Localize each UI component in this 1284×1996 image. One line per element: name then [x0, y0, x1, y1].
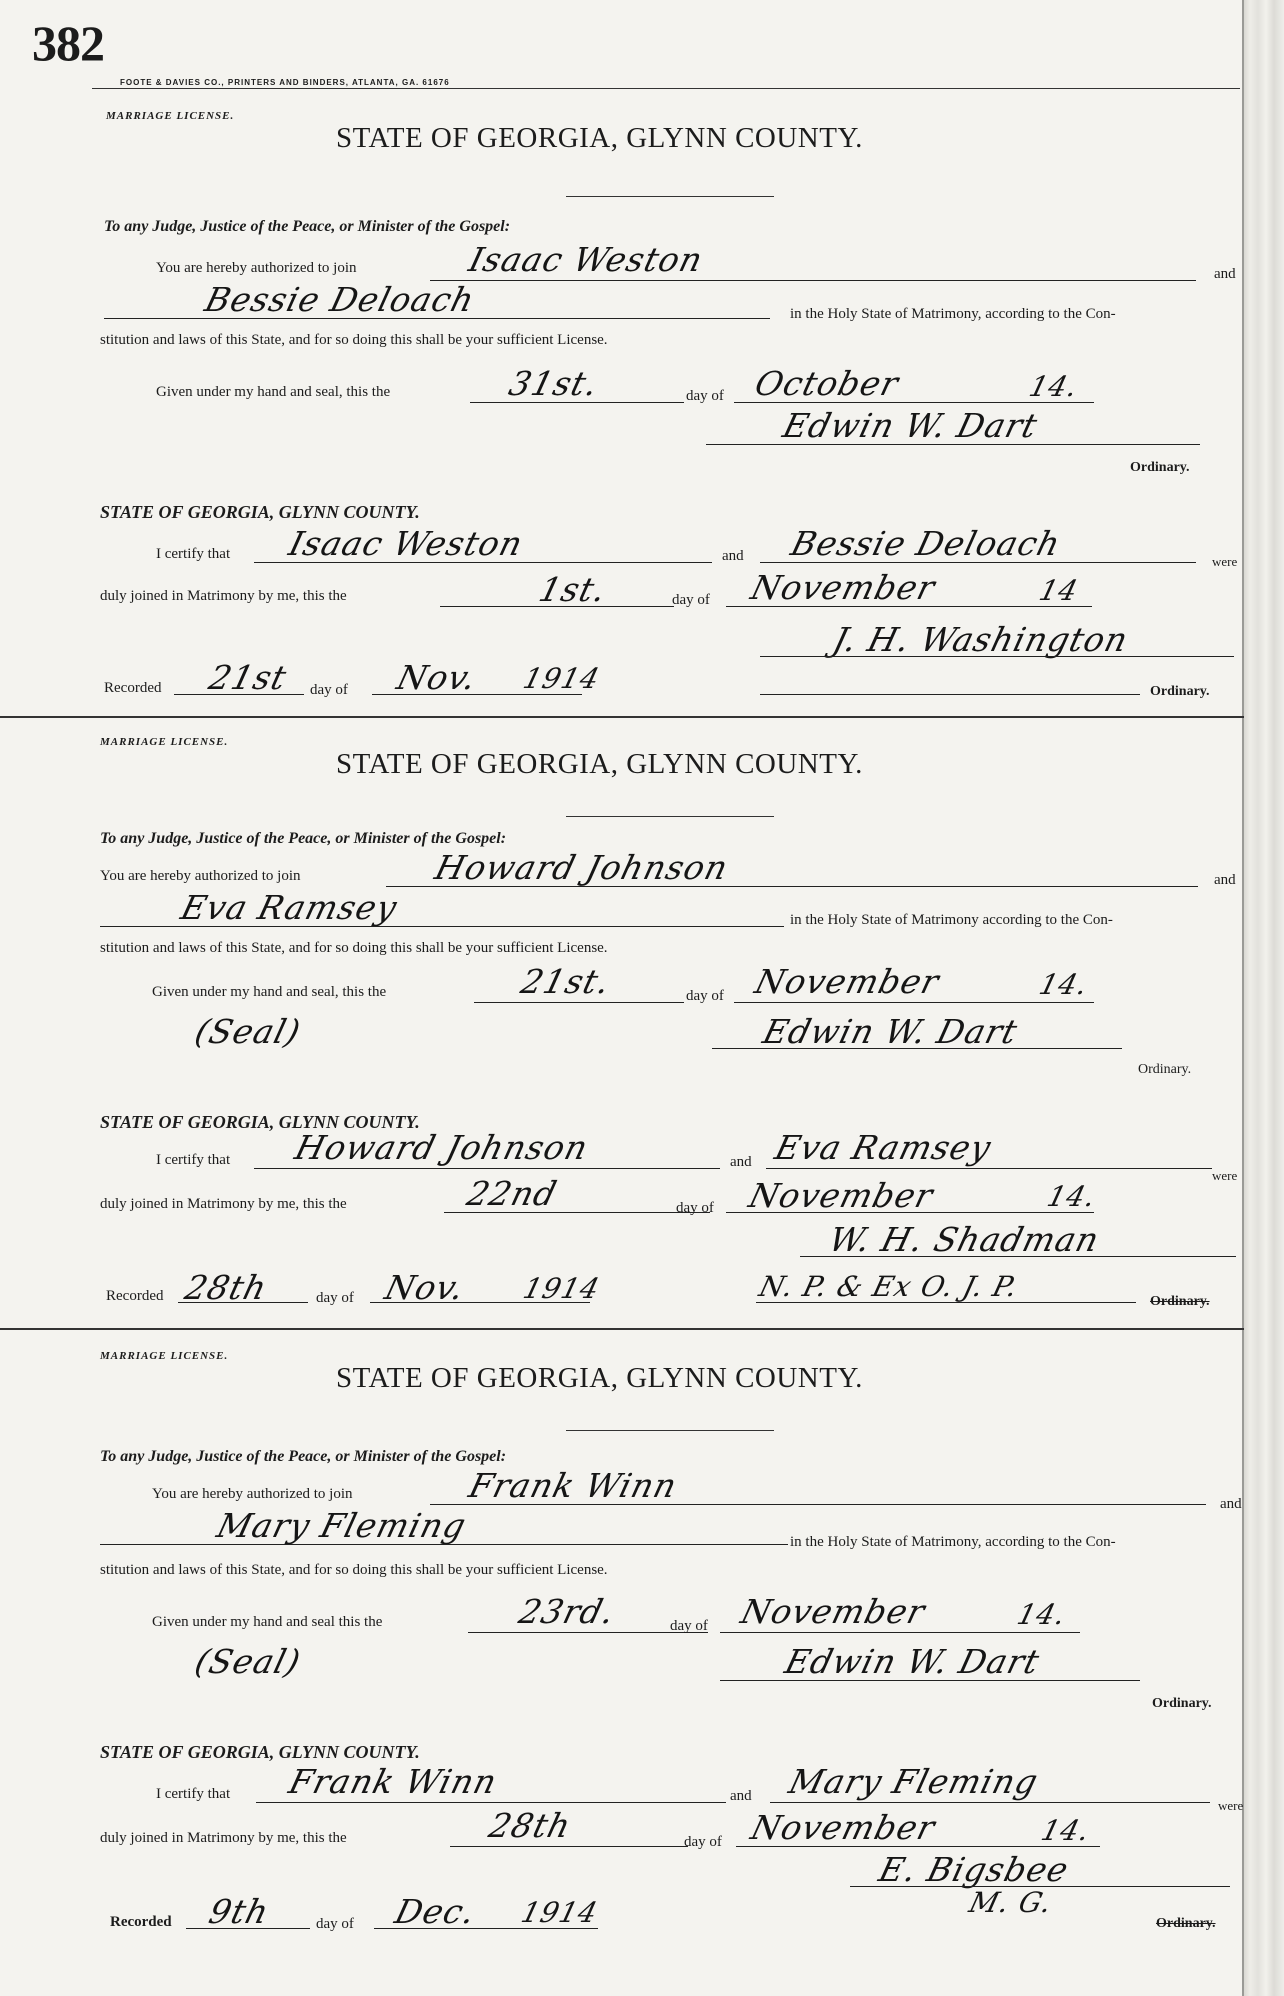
groom-name: Frank Winn [465, 1466, 682, 1505]
recorded-day-of-text: day of [316, 1916, 354, 1932]
holy-state-text: in the Holy State of Matrimony, according to the Con- [790, 306, 1116, 322]
were-text: were [1212, 554, 1238, 569]
holy-state-text: in the Holy State of Matrimony, according to the Con- [790, 1534, 1116, 1550]
authorized-text: You are hereby authorized to join [152, 1486, 353, 1502]
recorded-month: Nov. [381, 1268, 469, 1307]
cert-bride-line [760, 562, 1196, 563]
officiant-signature: E. Bigsbee [875, 1850, 1073, 1889]
authorized-text: You are hereby authorized to join [100, 868, 301, 884]
recorded-day-of-text: day of [316, 1290, 354, 1306]
recorded-month: Nov. [393, 658, 481, 697]
month-line [734, 402, 1094, 403]
recorded-day: 21st [205, 658, 292, 697]
cert-groom: Howard Johnson [291, 1128, 593, 1167]
license-year: 14. [1013, 1598, 1070, 1631]
license-day: 31st. [505, 364, 603, 403]
license-month: October [751, 364, 903, 403]
cert-groom: Isaac Weston [285, 524, 528, 563]
recorded-year: 1914 [519, 662, 604, 695]
cert-day-of-text: day of [672, 592, 710, 608]
seal-mark: (Seal) [191, 1642, 305, 1681]
and-text: and [1214, 266, 1236, 282]
cert-month: November [745, 1176, 938, 1215]
cert-month: November [747, 568, 940, 607]
cert-and-text: and [730, 1788, 752, 1804]
cert-bride-line [766, 1168, 1212, 1169]
certify-text: I certify that [156, 546, 231, 562]
cert-bride: Bessie Deloach [787, 524, 1065, 563]
marriage-record [0, 100, 1244, 700]
officiant-signature: W. H. Shadman [825, 1220, 1104, 1259]
given-text: Given under my hand and seal this the [152, 1614, 383, 1630]
groom-line [430, 1504, 1206, 1505]
officiant-signature: J. H. Washington [829, 620, 1133, 659]
recorded-month: Dec. [391, 1892, 480, 1931]
officiant-line [800, 1256, 1236, 1257]
page-binding-edge [1242, 0, 1284, 1996]
day-of-text: day of [686, 388, 724, 404]
recorded-label: Recorded [106, 1288, 164, 1304]
address-line: To any Judge, Justice of the Peace, or Minister of the Gospel: [104, 218, 511, 235]
recorded-label: Recorded [110, 1914, 172, 1930]
certificate-heading: STATE OF GEORGIA, GLYNN COUNTY. [100, 1112, 420, 1132]
cert-and-text: and [730, 1154, 752, 1170]
given-text: Given under my hand and seal, this the [152, 984, 387, 1000]
joined-text: duly joined in Matrimony by me, this the [100, 1196, 347, 1212]
ordinary-label: Ordinary. [1152, 1696, 1212, 1711]
seal-mark: (Seal) [191, 1012, 305, 1051]
cert-month: November [747, 1808, 940, 1847]
joined-text: duly joined in Matrimony by me, this the [100, 1830, 347, 1846]
cert-bride: Mary Fleming [785, 1762, 1043, 1801]
license-month: November [751, 962, 944, 1001]
day-of-text: day of [686, 988, 724, 1004]
joined-text: duly joined in Matrimony by me, this the [100, 588, 347, 604]
state-title: STATE OF GEORGIA, GLYNN COUNTY. [336, 122, 863, 154]
day-of-text: day of [670, 1618, 708, 1634]
constitution-text: stitution and laws of this State, and for so doing this shall be your sufficient License. [100, 940, 608, 956]
top-rule [92, 88, 1240, 89]
cert-year: 14. [1043, 1180, 1100, 1213]
license-month: November [737, 1592, 930, 1631]
bride-name: Bessie Deloach [201, 280, 479, 319]
record-separator [0, 1328, 1244, 1330]
recorded-label: Recorded [104, 680, 162, 696]
cert-day: 1st. [535, 570, 611, 609]
license-day: 23rd. [515, 1592, 620, 1631]
recorded-day-of-text: day of [310, 682, 348, 698]
recorded-year: 1914 [517, 1896, 602, 1929]
cert-year: 14 [1035, 574, 1082, 607]
month-line [720, 1632, 1080, 1633]
recorded-day-line [178, 1302, 308, 1303]
day-line [470, 402, 684, 403]
license-label: MARRIAGE LICENSE. [100, 736, 229, 748]
license-year: 14. [1035, 968, 1092, 1001]
title-rule [566, 196, 774, 197]
cert-groom-line [256, 1802, 726, 1803]
recorded-month-line [372, 694, 582, 695]
certify-text: I certify that [156, 1152, 231, 1168]
cert-groom-line [254, 562, 712, 563]
cert-month-line [726, 606, 1092, 607]
cert-and-text: and [722, 548, 744, 564]
month-line [734, 1002, 1094, 1003]
constitution-text: stitution and laws of this State, and for so doing this shall be your sufficient License. [100, 1562, 608, 1578]
signature-line [706, 444, 1200, 445]
license-label: MARRIAGE LICENSE. [100, 1350, 229, 1362]
signature-line [720, 1680, 1140, 1681]
recorded-year: 1914 [519, 1272, 604, 1305]
authorized-text: You are hereby authorized to join [156, 260, 357, 276]
recorded-day: 28th [181, 1268, 272, 1307]
cert-ordinary-label: Ordinary. [1150, 684, 1210, 699]
cert-day: 28th [485, 1806, 576, 1845]
given-text: Given under my hand and seal, this the [156, 384, 391, 400]
recorded-day: 9th [205, 1892, 274, 1931]
record-separator [0, 716, 1244, 718]
recorded-month-line [370, 1302, 590, 1303]
groom-name: Howard Johnson [431, 848, 733, 887]
state-title: STATE OF GEORGIA, GLYNN COUNTY. [336, 1362, 863, 1394]
groom-line [430, 280, 1196, 281]
cert-bride-line [770, 1802, 1210, 1803]
license-year: 14. [1025, 370, 1082, 403]
address-line: To any Judge, Justice of the Peace, or Minister of the Gospel: [100, 830, 507, 847]
officiant-title: N. P. & Ex O. J. P. [755, 1270, 1022, 1303]
printer-imprint: FOOTE & DAVIES CO., PRINTERS AND BINDERS, ATLANTA, GA. 61676 [120, 78, 450, 87]
state-title: STATE OF GEORGIA, GLYNN COUNTY. [336, 748, 863, 780]
title-rule [566, 1430, 774, 1431]
and-text: and [1220, 1496, 1242, 1512]
ordinary-signature: Edwin W. Dart [759, 1012, 1022, 1051]
cert-day-line [444, 1212, 710, 1213]
bride-line [104, 318, 770, 319]
marriage-record [0, 722, 1244, 1322]
certify-text: I certify that [156, 1786, 231, 1802]
day-line [474, 1002, 684, 1003]
cert-day-line [450, 1846, 688, 1847]
bride-line [100, 1544, 788, 1545]
recorded-month-line [374, 1928, 598, 1929]
title-rule [566, 816, 774, 817]
officiant-title-line [760, 694, 1140, 695]
certificate-heading: STATE OF GEORGIA, GLYNN COUNTY. [100, 502, 420, 522]
cert-month-line [726, 1212, 1094, 1213]
ordinary-label: Ordinary. [1130, 460, 1190, 475]
recorded-day-line [174, 694, 304, 695]
certificate-heading: STATE OF GEORGIA, GLYNN COUNTY. [100, 1742, 420, 1762]
page-number: 382 [32, 15, 104, 71]
groom-name: Isaac Weston [465, 240, 708, 279]
groom-line [386, 886, 1198, 887]
cert-month-line [736, 1846, 1100, 1847]
signature-line [712, 1048, 1122, 1049]
ordinary-signature: Edwin W. Dart [779, 406, 1042, 445]
cert-bride: Eva Ramsey [771, 1128, 996, 1167]
were-text: were [1212, 1168, 1238, 1183]
bride-name: Eva Ramsey [177, 888, 402, 927]
cert-ordinary-label: Ordinary. [1150, 1294, 1210, 1309]
cert-groom: Frank Winn [285, 1762, 502, 1801]
cert-day-line [440, 606, 674, 607]
cert-day: 22nd [463, 1174, 562, 1213]
cert-groom-line [254, 1168, 720, 1169]
license-label: MARRIAGE LICENSE. [106, 110, 235, 122]
marriage-record [0, 1336, 1244, 1936]
and-text: and [1214, 872, 1236, 888]
cert-year: 14. [1037, 1814, 1094, 1847]
bride-line [100, 926, 784, 927]
cert-day-of-text: day of [684, 1834, 722, 1850]
recorded-day-line [186, 1928, 310, 1929]
bride-name: Mary Fleming [213, 1506, 471, 1545]
officiant-line [760, 656, 1234, 657]
were-text: were [1218, 1798, 1244, 1813]
officiant-title: M. G. [965, 1886, 1056, 1919]
ordinary-signature: Edwin W. Dart [781, 1642, 1044, 1681]
holy-state-text: in the Holy State of Matrimony according to the Con- [790, 912, 1113, 928]
license-day: 21st. [517, 962, 615, 1001]
cert-day-of-text: day of [676, 1200, 714, 1216]
cert-ordinary-label: Ordinary. [1156, 1916, 1216, 1931]
address-line: To any Judge, Justice of the Peace, or Minister of the Gospel: [100, 1448, 507, 1465]
ordinary-label: Ordinary. [1138, 1062, 1192, 1077]
constitution-text: stitution and laws of this State, and for so doing this shall be your sufficient License. [100, 332, 608, 348]
officiant-title-line [756, 1302, 1136, 1303]
